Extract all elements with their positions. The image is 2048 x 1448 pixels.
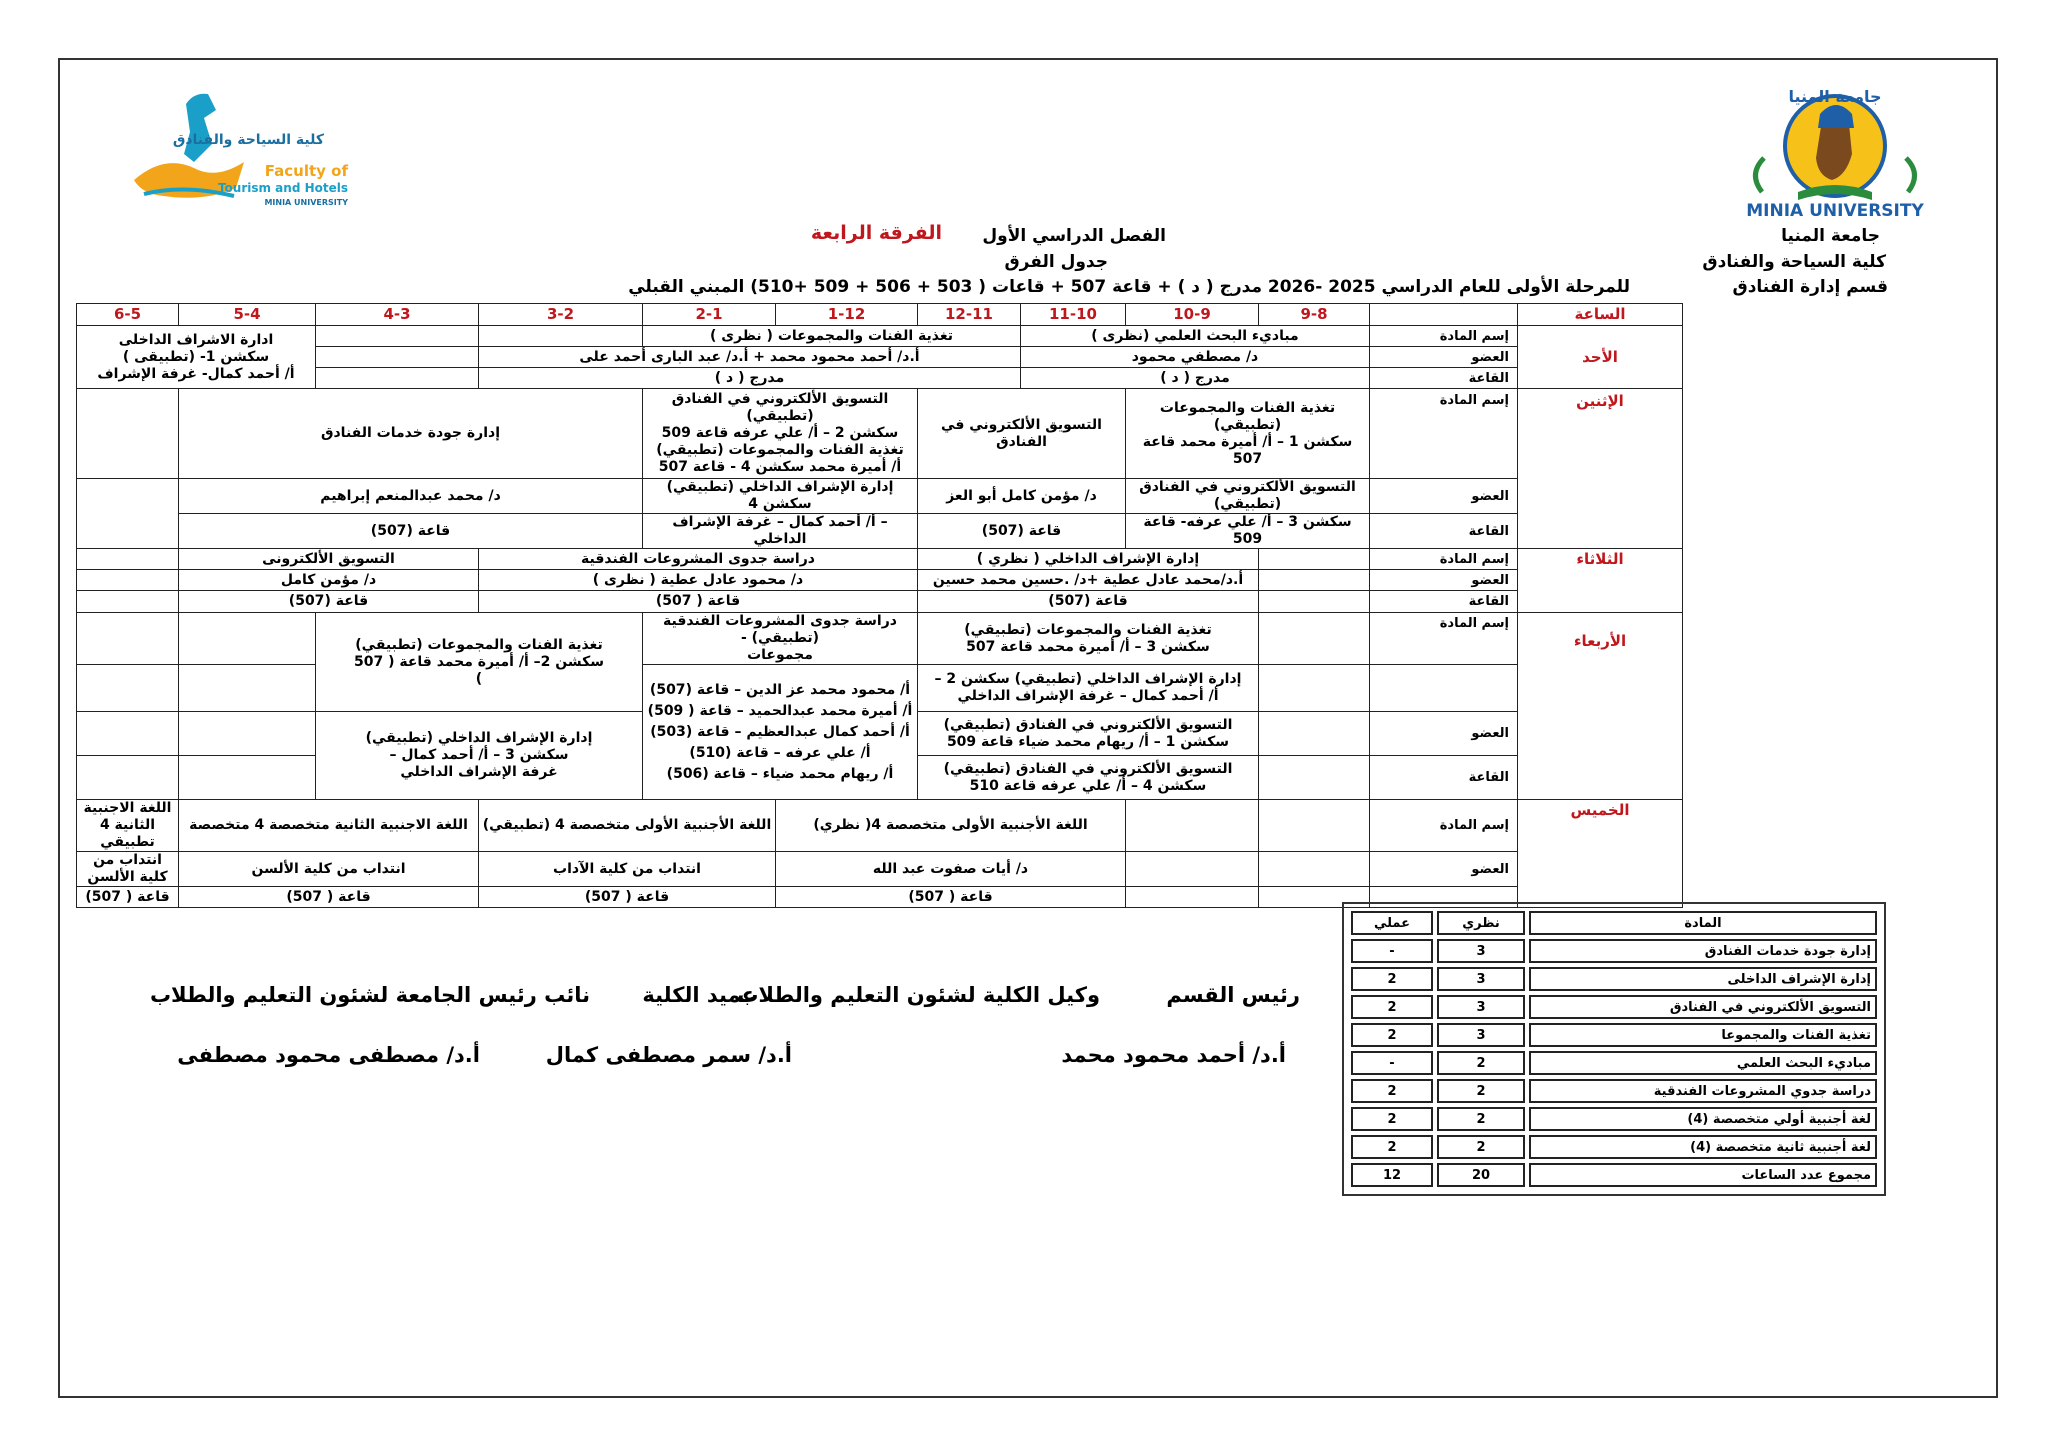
thu-lang2-practical-room: قاعة ( 507) xyxy=(77,887,179,908)
day-wednesday: الأربعاء xyxy=(1518,613,1683,800)
tue-housekeeping-member: أ.د/محمد عادل عطية +د/ .حسين محمد حسين xyxy=(918,570,1259,591)
tue-emarketing-member: د/ مؤمن كامل xyxy=(179,570,479,591)
department-name: قسم إدارة الفنادق xyxy=(1732,277,1888,297)
hours-header-subject: المادة xyxy=(1529,911,1877,935)
wed-emarketing-sec4: التسويق الألكتروني في الفنادق (تطبيقي) سكشن 4 – أ/ علي عرفه قاعة 510 xyxy=(918,756,1259,800)
thu-lang2-specialized-member: انتداب من كلية الألسن xyxy=(179,852,479,887)
svg-text:MINIA UNIVERSITY: MINIA UNIVERSITY xyxy=(264,198,348,207)
tue-emarketing-subject: التسويق الألكترونى xyxy=(179,549,479,570)
wed-nutrition-sec2: تغذية الفنات والمجموعات (تطبيقي) سكشن 2– أ/ أميرة محمد قاعة ( 507 ) xyxy=(316,613,643,712)
mon-emarketing-sec2: التسويق الألكتروني في الفنادق (تطبيقي) سكشن 2 – أ/ علي عرفه قاعة 509 تغذية الفنات والمجموعات (تطبيقي) أ/ أميرة محمد سكشن 4 - قاعة 507 xyxy=(643,389,918,479)
tue-feasibility-member: د/ محمود عادل عطية ( نظرى ) xyxy=(479,570,918,591)
day-monday: الإثنين xyxy=(1518,389,1683,549)
semester: الفصل الدراسي الأول xyxy=(982,226,1166,246)
thu-lang1-practical-member: انتداب من كلية الآداب xyxy=(479,852,776,887)
sun-nutrition-room: مدرج ( د ) xyxy=(479,368,1021,389)
mon-housekeeping-sec4-room: – أ/ أحمد كمال – غرفة الإشراف الداخلي xyxy=(643,514,918,549)
mon-quality-room: قاعة (507) xyxy=(179,514,643,549)
head-of-department-title: رئيس القسم xyxy=(1166,983,1300,1007)
faculty-tourism-logo xyxy=(124,84,354,210)
hours-row: دراسة جدوي المشروعات الفندقية 2 2 xyxy=(1351,1079,1877,1103)
day-thursday: الخميس xyxy=(1518,800,1683,908)
thu-lang1-theory-room: قاعة ( 507) xyxy=(776,887,1126,908)
hour-12-11: 12-11 xyxy=(918,304,1021,326)
dean-name: أ.د/ سمر مصطفى كمال xyxy=(545,1043,792,1067)
hour-6-5: 6-5 xyxy=(77,304,179,326)
hour-2-1: 2-1 xyxy=(643,304,776,326)
vice-dean-title: وكيل الكلية لشئون التعليم والطلاب xyxy=(737,983,1100,1007)
time-header: الساعة xyxy=(1518,304,1683,326)
thu-lang2-practical-member: انتداب من كلية الألسن xyxy=(77,852,179,887)
svg-text:Tourism and Hotels: Tourism and Hotels xyxy=(217,181,348,195)
sun-housekeeping-section: ادارة الاشراف الداخلى سكشن 1- (تطبيقى ) أ/ أحمد كمال- غرفة الإشراف xyxy=(77,326,316,389)
wed-housekeeping-sec3: إدارة الإشراف الداخلي (تطبيقي) سكشن 3 – أ/ أحمد كمال – غرفة الإشراف الداخلي xyxy=(316,712,643,800)
svg-text:جامعة المنيا: جامعة المنيا xyxy=(1788,87,1882,106)
thu-lang2-practical: اللغة الاجنبية الثانية 4 تطبيقي xyxy=(77,800,179,852)
mon-emarketing-sec3-room: سكشن 3 – أ/ علي عرفه- قاعة 509 xyxy=(1126,514,1370,549)
row-label-member: العضو xyxy=(1370,712,1518,756)
hours-summary-table xyxy=(1342,902,1886,1196)
row-label-room: القاعة xyxy=(1370,368,1518,389)
mon-quality-subject: إدارة جودة خدمات الفنادق xyxy=(179,389,643,479)
sun-research-room: مدرج ( د ) xyxy=(1021,368,1370,389)
level-title: الفرقة الرابعة xyxy=(810,222,942,244)
mon-quality-member: د/ محمد عبدالمنعم إبراهيم xyxy=(179,479,643,514)
sun-research-member: د/ مصطفي محمود xyxy=(1021,347,1370,368)
hour-1-12: 1-12 xyxy=(776,304,918,326)
thu-lang2-specialized: اللغة الاجنبية الثانية متخصصة 4 متخصصة xyxy=(179,800,479,852)
wed-feasibility-groups: أ/ محمود محمد عز الدين – قاعة (507) أ/ أميرة محمد عبدالحميد – قاعة ( 509) أ/ أحمد كمال عبدالعظيم – قاعة (503) أ/ علي عرفه – قاعة (510) أ/ ريهام محمد ضياء – قاعة (506) xyxy=(643,665,918,800)
thu-lang1-practical: اللغة الأجنبية الأولى متخصصة 4 (تطبيقي) xyxy=(479,800,776,852)
hour-4-3: 4-3 xyxy=(316,304,479,326)
wed-nutrition-sec3: تغذية الفنات والمجموعات (تطبيقي) سكشن 3 – أ/ أميرة محمد قاعة 507 xyxy=(918,613,1259,665)
hours-row: تغذية الفنات والمجموعا 3 2 xyxy=(1351,1023,1877,1047)
svg-text:MINIA UNIVERSITY: MINIA UNIVERSITY xyxy=(1746,201,1924,220)
day-tuesday: الثلاثاء xyxy=(1518,549,1683,613)
hours-header-theory: نظري xyxy=(1437,911,1525,935)
row-label-subject: إسم المادة xyxy=(1370,613,1518,665)
hours-row: مباديء البحث العلمي 2 - xyxy=(1351,1051,1877,1075)
hour-11-10: 11-10 xyxy=(1021,304,1126,326)
faculty-name: كلية السياحة والفنادق xyxy=(1702,252,1886,272)
hours-row: إدارة الإشراف الداخلى 3 2 xyxy=(1351,967,1877,991)
year-line: للمرحلة الأولى للعام الدراسي 2025 -2026 مدرج ( د ) + قاعة 507 + قاعات ( 503 + 506 + 509 +510) المبني القبلي xyxy=(628,277,1630,297)
university-name: جامعة المنيا xyxy=(1781,226,1880,246)
row-label-subject: إسم المادة xyxy=(1370,326,1518,347)
mon-nutrition-sec1: تغذية الفنات والمجموعات (تطبيقي) سكشن 1 – أ/ أميرة محمد قاعة 507 xyxy=(1126,389,1370,479)
hour-3-2: 3-2 xyxy=(479,304,643,326)
mon-emarketing-member: د/ مؤمن كامل أبو العز xyxy=(918,479,1126,514)
wed-emarketing-sec1: التسويق الألكتروني في الفنادق (تطبيقي) سكشن 1 – أ/ ريهام محمد ضياء قاعة 509 xyxy=(918,712,1259,756)
vice-president-title: نائب رئيس الجامعة لشئون التعليم والطلاب xyxy=(149,983,590,1007)
hours-header-practical: عملي xyxy=(1351,911,1433,935)
hours-total-row: مجموع عدد الساعات 20 12 xyxy=(1351,1163,1877,1187)
row-label-subject: إسم المادة xyxy=(1370,389,1518,479)
hour-5-4: 5-4 xyxy=(179,304,316,326)
dean-title: عميد الكلية xyxy=(642,983,756,1007)
hour-9-8: 9-8 xyxy=(1259,304,1370,326)
sun-research-subject: مباديء البحث العلمي (نظرى ) xyxy=(1021,326,1370,347)
hours-row: إدارة جودة خدمات الفنادق 3 - xyxy=(1351,939,1877,963)
table-title: جدول الفرق xyxy=(1004,252,1108,272)
mon-housekeeping-sec4: إدارة الإشراف الداخلي (تطبيقي) سكشن 4 xyxy=(643,479,918,514)
tue-feasibility-room: قاعة ( 507) xyxy=(479,591,918,613)
row-label-subject: إسم المادة xyxy=(1370,800,1518,852)
sun-nutrition-subject: تغذية الفنات والمجموعات ( نظرى ) xyxy=(643,326,1021,347)
schedule-table xyxy=(76,303,1683,908)
tue-housekeeping-subject: إدارة الإشراف الداخلي ( نظري ) xyxy=(918,549,1259,570)
row-label-member: العضو xyxy=(1370,479,1518,514)
head-of-department-name: أ.د/ أحمد محمود محمد xyxy=(1061,1043,1286,1067)
tue-emarketing-room: قاعة (507) xyxy=(179,591,479,613)
time-header-blank xyxy=(1370,304,1518,326)
row-label-room: القاعة xyxy=(1370,756,1518,800)
hours-row: التسويق الألكتروني في الفنادق 3 2 xyxy=(1351,995,1877,1019)
vice-president-name: أ.د/ مصطفى محمود مصطفى xyxy=(177,1043,480,1067)
row-label-room: القاعة xyxy=(1370,591,1518,613)
mon-emarketing-room: قاعة (507) xyxy=(918,514,1126,549)
mon-emarketing-sec3: التسويق الألكتروني في الفنادق (تطبيقي) xyxy=(1126,479,1370,514)
row-label-member: العضو xyxy=(1370,570,1518,591)
wed-feasibility-subject: دراسة جدوى المشروعات الفندقية (تطبيقي) - مجموعات xyxy=(643,613,918,665)
thu-lang1-practical-room: قاعة ( 507) xyxy=(479,887,776,908)
mon-emarketing-subject: التسويق الألكتروني في الفنادق xyxy=(918,389,1126,479)
thu-lang1-theory-member: د/ أيات صفوت عبد الله xyxy=(776,852,1126,887)
svg-text:Faculty of: Faculty of xyxy=(264,162,348,180)
row-label-room: القاعة xyxy=(1370,514,1518,549)
tue-housekeeping-room: قاعة (507) xyxy=(918,591,1259,613)
wed-housekeeping-sec2: إدارة الإشراف الداخلي (تطبيقي) سكشن 2 – أ/ أحمد كمال – غرفة الإشراف الداخلي xyxy=(918,665,1259,712)
hour-10-9: 10-9 xyxy=(1126,304,1259,326)
thu-lang2-specialized-room: قاعة ( 507) xyxy=(179,887,479,908)
svg-text:كلية السياحة والفنادق: كلية السياحة والفنادق xyxy=(172,132,324,148)
thu-lang1-theory: اللغة الأجنبية الأولى متخصصة 4( نظري) xyxy=(776,800,1126,852)
row-label-member: العضو xyxy=(1370,347,1518,368)
day-sunday: الأحد xyxy=(1518,326,1683,389)
row-label-subject: إسم المادة xyxy=(1370,549,1518,570)
minia-university-logo xyxy=(1728,84,1942,220)
sun-nutrition-member: أ.د/ أحمد محمود محمد + أ.د/ عبد البارى أحمد على xyxy=(479,347,1021,368)
hours-row: لغة أجنبية ثانية متخصصة (4) 2 2 xyxy=(1351,1135,1877,1159)
tue-feasibility-subject: دراسة جدوى المشروعات الفندقية xyxy=(479,549,918,570)
hours-row: لغة أجنبية أولي متخصصة (4) 2 2 xyxy=(1351,1107,1877,1131)
row-label-member: العضو xyxy=(1370,852,1518,887)
